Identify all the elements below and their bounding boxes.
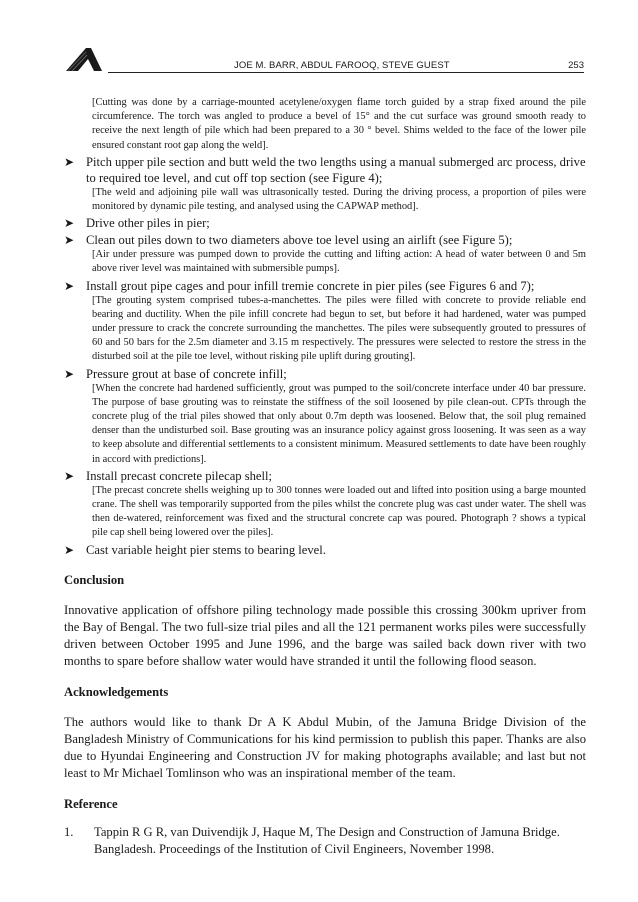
procedure-step xyxy=(64,154,586,186)
reference-number: 1. xyxy=(64,824,74,839)
step-note: [The weld and adjoining pile wall was ultrasonically tested. During the driving process, a proportion of piles were monitored by dynamic pile testing, and analysed using the CAPWAP method]. xyxy=(92,186,586,213)
step-note: [Air under pressure was pumped down to provide the cutting and lifting action: A head of water between 0 and 5m above river level was maintained with submersible pumps]. xyxy=(92,249,586,275)
reference-text: Tappin R G R, van Duivendijk J, Haque M, The Design and Construction of Jamuna Bridge. Bangladesh. Proceedings of the Institution of Civil Engineers, November 1998. xyxy=(94,824,560,856)
arrow-bullet-icon: ➤ xyxy=(64,278,75,293)
arrow-bullet-icon: ➤ xyxy=(64,154,75,169)
page-header xyxy=(64,46,584,76)
conclusion-paragraph: Innovative application of offshore piling technology made possible this crossing 300km upriver from the Bay of Bengal. The two full-size trial piles and all the 121 permanent works piles were successfully driven between October 1995 and June 1996, and the barge was sailed back down river with two months to spare before shallow water would have stranded it until the following flood season. xyxy=(64,602,586,668)
procedure-steps-list xyxy=(64,154,586,558)
procedure-step xyxy=(64,232,586,248)
step-text: Pressure grout at base of concrete infill; xyxy=(86,366,287,381)
publisher-logo-icon xyxy=(64,46,104,72)
step-note: [When the concrete had hardened sufficiently, grout was pumped to the soil/concrete interface under 40 bar pressure. The purpose of base grouting was to reinstate the stiffness of the soil loosened by pile clean-out. CPTs through the concrete plug of the trial piles showed that only about 0.7m depth was loosened. Below that, the soil plug remained denser than the undisturbed soil. Base grouting was an insurance policy against gross loosening. It was seen as a way to keep absolute and differential settlements to a consistent minimum. Measured settlements to date have been roughly in accord with predictions]. xyxy=(92,382,586,465)
intro-note: [Cutting was done by a carriage-mounted acetylene/oxygen flame torch guided by a strap fixed around the pile circumference. The torch was angled to produce a bevel of 15° and the cut surface was ground smooth ready to receive the next length of pile which had been prepared to a 30 ° bevel. Shims welded to the face of the lower pile ensured constant root gap along the weld]. xyxy=(92,97,586,151)
reference-heading: Reference xyxy=(64,796,118,811)
step-note: [The grouting system comprised tubes-a-manchettes. The piles were filled with concrete to provide reliable end bearing and ductility. When the pile infill concrete had begun to set, but before it had hardened, water was pumped under pressure to crack the concrete surrounding the manchettes. The piles were subsequently grouted to pressures of 60 and 50 bars for the 2.5m diameter and 3.15 m respectively. The pressures were selected to restore the stress in the disturbed soil at the pile toe level, without risking pile uplift during grouting]. xyxy=(92,294,586,363)
conclusion-heading: Conclusion xyxy=(64,572,125,587)
procedure-step xyxy=(64,366,586,382)
step-text: Install precast concrete pilecap shell; xyxy=(86,468,273,483)
page-number: 253 xyxy=(568,60,584,71)
procedure-step xyxy=(64,468,586,484)
step-text: Pitch upper pile section and butt weld the two lengths using a manual submerged arc process, drive to required toe level, and cut off top section (see Figure 4); xyxy=(86,154,586,185)
step-text: Drive other piles in pier; xyxy=(86,216,210,231)
arrow-bullet-icon: ➤ xyxy=(64,233,75,248)
step-note: [The precast concrete shells weighing up to 300 tonnes were loaded out and lifted into position using a barge mounted crane. The shell was temporarily supported from the piles whilst the concrete plug was cast under water. The shell was then de-watered, reinforcement was fixed and the structural concrete cap was poured. Photograph ? shows a typical pile cap shell being lowered over the piles]. xyxy=(92,484,586,539)
acknowledgements-paragraph: The authors would like to thank Dr A K Abdul Mubin, of the Jamuna Bridge Division of the Bangladesh Ministry of Communications for his kind permission to publish this paper. Thanks are also due to Hyundai Engineering and Construction JV for making photographs available; and last but not least to Mr Michael Tomlinson who was an inspirational member of the team. xyxy=(64,714,586,780)
arrow-bullet-icon: ➤ xyxy=(64,216,75,231)
procedure-step xyxy=(64,278,586,294)
step-text: Cast variable height pier stems to bearing level. xyxy=(86,542,326,557)
procedure-step xyxy=(64,542,586,558)
running-header-authors: JOE M. BARR, ABDUL FAROOQ, STEVE GUEST xyxy=(234,60,450,71)
arrow-bullet-icon: ➤ xyxy=(64,542,75,557)
header-divider xyxy=(108,72,584,73)
acknowledgements-heading: Acknowledgements xyxy=(64,684,169,699)
step-text: Install grout pipe cages and pour infill tremie concrete in pier piles (see Figures 6 and 7); xyxy=(86,278,535,293)
arrow-bullet-icon: ➤ xyxy=(64,468,75,483)
reference-item xyxy=(64,824,586,858)
arrow-bullet-icon: ➤ xyxy=(64,366,75,381)
page-body xyxy=(64,96,586,858)
step-text: Clean out piles down to two diameters above toe level using an airlift (see Figure 5); xyxy=(86,233,513,248)
procedure-step xyxy=(64,215,586,231)
